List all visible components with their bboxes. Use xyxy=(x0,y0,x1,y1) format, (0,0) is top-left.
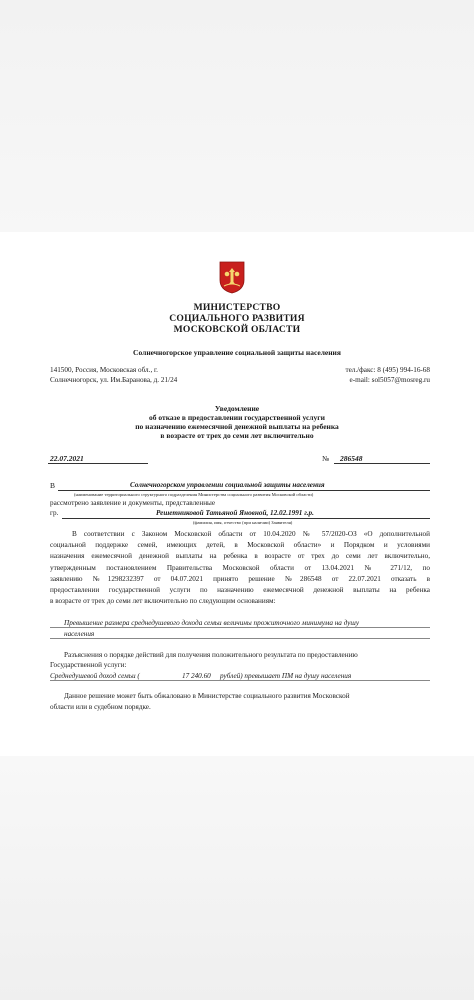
ministry-name-line1: МИНИСТЕРСТВО xyxy=(193,302,281,313)
phone-fax: тел./факс: 8 (495) 994-16-68 xyxy=(345,366,430,374)
email-address: e-mail: sol5057@mosreg.ru xyxy=(349,376,430,384)
citizen-prefix: гр. xyxy=(50,509,59,517)
decision-line: заявлению №1298232397 от 04.07.2021 принято решение №286548 от 22.07.2021 отказать в xyxy=(50,574,430,583)
address-line1: 141500, Россия, Московская обл., г. xyxy=(50,366,158,374)
explanation-line1: Разъяснения о порядке действий для получения положительного результата по предоставлению xyxy=(64,651,358,659)
income-underline xyxy=(50,680,430,681)
decision-line: в возрасте от трех до семи лет включительно по следующим основаниям: xyxy=(50,597,276,606)
appeal-line2: области или в судебном порядке. xyxy=(50,703,151,711)
explanation-line2: Государственной услуги: xyxy=(50,661,127,669)
notice-title: Уведомление xyxy=(214,404,260,413)
considered-text: рассмотрено заявление и документы, представленные xyxy=(50,499,216,507)
coat-of-arms-icon xyxy=(218,260,246,294)
top-margin xyxy=(0,0,474,232)
number-underline xyxy=(334,463,430,464)
decision-line: социальной поддержке семей, имеющих детей, в Московской области» и Порядком и условиями xyxy=(50,541,430,550)
department-name: Солнечногорское управление социальной защиты населения xyxy=(133,348,341,357)
notice-date: 22.07.2021 xyxy=(50,454,84,463)
organization-caption: (наименование территориального структурного подразделения Министерства социального развития Московской области) xyxy=(74,492,314,497)
recipient-prefix: В xyxy=(50,481,56,490)
notice-subtitle-line2: по назначению ежемесячной денежной выплаты на ребенка xyxy=(135,422,339,431)
decision-line: назначения ежемесячной денежной выплаты на ребенка в возрасте от трех до семи лет включительно, xyxy=(50,552,430,561)
ministry-name-line3: МОСКОВСКОЙ ОБЛАСТИ xyxy=(173,324,301,335)
reason-underline1 xyxy=(50,627,430,628)
recipient-organization: Солнечногорском управлении социальной защиты населения xyxy=(130,481,325,489)
decision-line: утвержденным постановлением Правительства Московской области от 13.04.2021 № 271/12, по xyxy=(50,563,430,572)
notice-subtitle-line3: в возрасте от трех до семи лет включительно xyxy=(160,431,314,440)
income-value: 17 240.60 xyxy=(182,672,211,680)
applicant-caption: (фамилия, имя, отчество (при наличии) Заявителя) xyxy=(193,520,293,525)
decision-line: предоставлении государственной услуги по назначению ежемесячной денежной выплаты на ребенка xyxy=(50,586,430,595)
applicant-underline xyxy=(62,518,430,519)
income-suffix: рублей) превышает ПМ на душу населения xyxy=(220,672,352,680)
reason-underline2 xyxy=(50,638,430,639)
decision-line: В соответствии с Законом Московской области от 10.04.2020 № 57/2020-ОЗ «О дополнительной xyxy=(72,530,430,538)
decision-paragraph xyxy=(50,529,430,607)
notice-number: 286548 xyxy=(340,454,363,463)
refusal-reason-line2: населения xyxy=(64,630,95,638)
number-label: № xyxy=(322,454,330,463)
document-page xyxy=(0,232,474,756)
organization-underline xyxy=(58,490,430,491)
appeal-line1: Данное решение может быть обжаловано в Министерстве социального развития Московской xyxy=(64,692,350,700)
applicant-name: Решетниковой Татьяной Яновной, 12.02.1991 г.р. xyxy=(156,509,314,517)
income-text: Среднедушевой доход семьи ( xyxy=(50,672,140,680)
notice-subtitle-line1: об отказе в предоставлении государственной услуги xyxy=(149,413,325,422)
date-underline xyxy=(48,463,148,464)
address-line2: Солнечногорск, ул. Им.Баранова, д. 21/24 xyxy=(50,376,178,384)
bottom-margin xyxy=(0,756,474,1000)
refusal-reason-line1: Превышение размера среднедушевого дохода семьи величины прожиточного минимума на душу xyxy=(64,619,360,627)
ministry-name-line2: СОЦИАЛЬНОГО РАЗВИТИЯ xyxy=(169,313,305,324)
